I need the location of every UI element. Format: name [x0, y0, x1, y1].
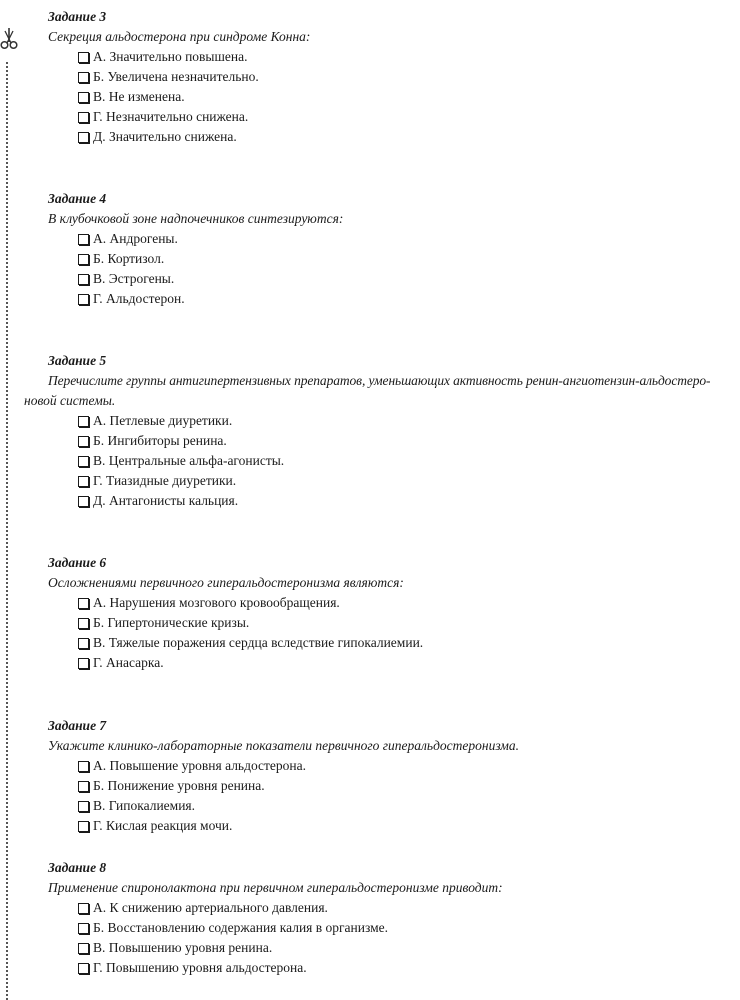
option-item[interactable] [78, 47, 726, 67]
option-item[interactable] [78, 451, 726, 471]
checkbox-icon[interactable] [78, 598, 89, 609]
option-label: Д. Антагонисты кальция. [93, 493, 239, 508]
task-4 [48, 189, 726, 309]
options-list [48, 593, 726, 673]
option-label: Б. Гипертонические кризы. [93, 615, 250, 630]
option-label: А. Петлевые диуретики. [93, 413, 233, 428]
option-item[interactable] [78, 107, 726, 127]
checkbox-icon[interactable] [78, 456, 89, 467]
option-item[interactable] [78, 127, 726, 147]
option-label: А. Андрогены. [93, 231, 178, 246]
option-label: Б. Кортизол. [93, 251, 165, 266]
task-question: Укажите клинико-лабораторные показатели первичного гиперальдостеронизма. [48, 738, 519, 753]
option-item[interactable] [78, 593, 726, 613]
option-item[interactable] [78, 289, 726, 309]
checkbox-icon[interactable] [78, 638, 89, 649]
checkbox-icon[interactable] [78, 618, 89, 629]
checkbox-icon[interactable] [78, 234, 89, 245]
option-label: Д. Значительно снижена. [93, 129, 237, 144]
task-6 [48, 553, 726, 673]
options-list [48, 229, 726, 309]
checkbox-icon[interactable] [78, 52, 89, 63]
task-title: Задание 5 [48, 353, 107, 368]
task-title: Задание 8 [48, 860, 107, 875]
option-label: В. Не изменена. [93, 89, 185, 104]
checkbox-icon[interactable] [78, 92, 89, 103]
checkbox-icon[interactable] [78, 416, 89, 427]
checkbox-icon[interactable] [78, 821, 89, 832]
scissors-icon [0, 28, 18, 56]
option-item[interactable] [78, 938, 726, 958]
option-label: Г. Повышению уровня альдостерона. [93, 960, 307, 975]
option-item[interactable] [78, 269, 726, 289]
options-list [48, 756, 726, 836]
task-title: Задание 3 [48, 9, 107, 24]
option-label: Г. Анасарка. [93, 655, 164, 670]
option-label: Б. Увеличена незначительно. [93, 69, 259, 84]
option-item[interactable] [78, 613, 726, 633]
option-item[interactable] [78, 653, 726, 673]
checkbox-icon[interactable] [78, 496, 89, 507]
option-item[interactable] [78, 816, 726, 836]
options-list [48, 898, 726, 978]
option-item[interactable] [78, 756, 726, 776]
option-item[interactable] [78, 898, 726, 918]
option-label: В. Тяжелые поражения сердца вследствие гипокалиемии. [93, 635, 424, 650]
option-label: Б. Понижение уровня ренина. [93, 778, 265, 793]
task-title: Задание 6 [48, 555, 107, 570]
option-item[interactable] [78, 776, 726, 796]
options-list [48, 47, 726, 147]
checkbox-icon[interactable] [78, 294, 89, 305]
task-question: В клубочковой зоне надпочечников синтезируются: [48, 211, 344, 226]
checkbox-icon[interactable] [78, 923, 89, 934]
option-label: В. Центральные альфа-агонисты. [93, 453, 285, 468]
checkbox-icon[interactable] [78, 132, 89, 143]
checkbox-icon[interactable] [78, 943, 89, 954]
checkbox-icon[interactable] [78, 476, 89, 487]
checkbox-icon[interactable] [78, 112, 89, 123]
option-item[interactable] [78, 918, 726, 938]
task-5 [24, 351, 726, 511]
option-label: А. Нарушения мозгового кровообращения. [93, 595, 340, 610]
checkbox-icon[interactable] [78, 254, 89, 265]
task-8 [48, 858, 726, 978]
option-item[interactable] [78, 958, 726, 978]
option-label: В. Эстрогены. [93, 271, 175, 286]
option-label: Г. Альдостерон. [93, 291, 185, 306]
checkbox-icon[interactable] [78, 963, 89, 974]
checkbox-icon[interactable] [78, 761, 89, 772]
option-label: Б. Ингибиторы ренина. [93, 433, 227, 448]
option-label: В. Гипокалиемия. [93, 798, 196, 813]
option-item[interactable] [78, 411, 726, 431]
task-question: Применение спиронолактона при первичном гиперальдостеронизме приводит: [48, 880, 503, 895]
task-3 [48, 7, 726, 147]
option-item[interactable] [78, 491, 726, 511]
option-item[interactable] [78, 633, 726, 653]
checkbox-icon[interactable] [78, 801, 89, 812]
option-item[interactable] [78, 67, 726, 87]
checkbox-icon[interactable] [78, 436, 89, 447]
task-question: Секреция альдостерона при синдроме Конна: [48, 29, 311, 44]
checkbox-icon[interactable] [78, 274, 89, 285]
option-label: В. Повышению уровня ренина. [93, 940, 273, 955]
option-item[interactable] [78, 249, 726, 269]
option-item[interactable] [78, 471, 726, 491]
option-label: А. К снижению артериального давления. [93, 900, 328, 915]
options-list [24, 411, 726, 511]
option-label: А. Значительно повышена. [93, 49, 248, 64]
option-label: А. Повышение уровня альдостерона. [93, 758, 307, 773]
option-label: Г. Кислая реакция мочи. [93, 818, 233, 833]
option-item[interactable] [78, 431, 726, 451]
checkbox-icon[interactable] [78, 903, 89, 914]
option-label: Б. Восстановлению содержания калия в организме. [93, 920, 389, 935]
option-label: Г. Тиазидные диуретики. [93, 473, 237, 488]
option-label: Г. Незначительно снижена. [93, 109, 249, 124]
task-title: Задание 4 [48, 191, 107, 206]
task-question-line: Перечислите группы антигипертензивных препаратов, уменьшающих активность ренин-ангиотензин-альдостеро- [48, 373, 711, 388]
option-item[interactable] [78, 87, 726, 107]
task-7 [48, 716, 726, 836]
checkbox-icon[interactable] [78, 658, 89, 669]
task-question-line: новой системы. [24, 393, 116, 408]
option-item[interactable] [78, 229, 726, 249]
option-item[interactable] [78, 796, 726, 816]
checkbox-icon[interactable] [78, 781, 89, 792]
task-question: Осложнениями первичного гиперальдостеронизма являются: [48, 575, 404, 590]
cut-line [6, 62, 8, 1000]
checkbox-icon[interactable] [78, 72, 89, 83]
task-question [24, 371, 726, 411]
task-title: Задание 7 [48, 718, 107, 733]
